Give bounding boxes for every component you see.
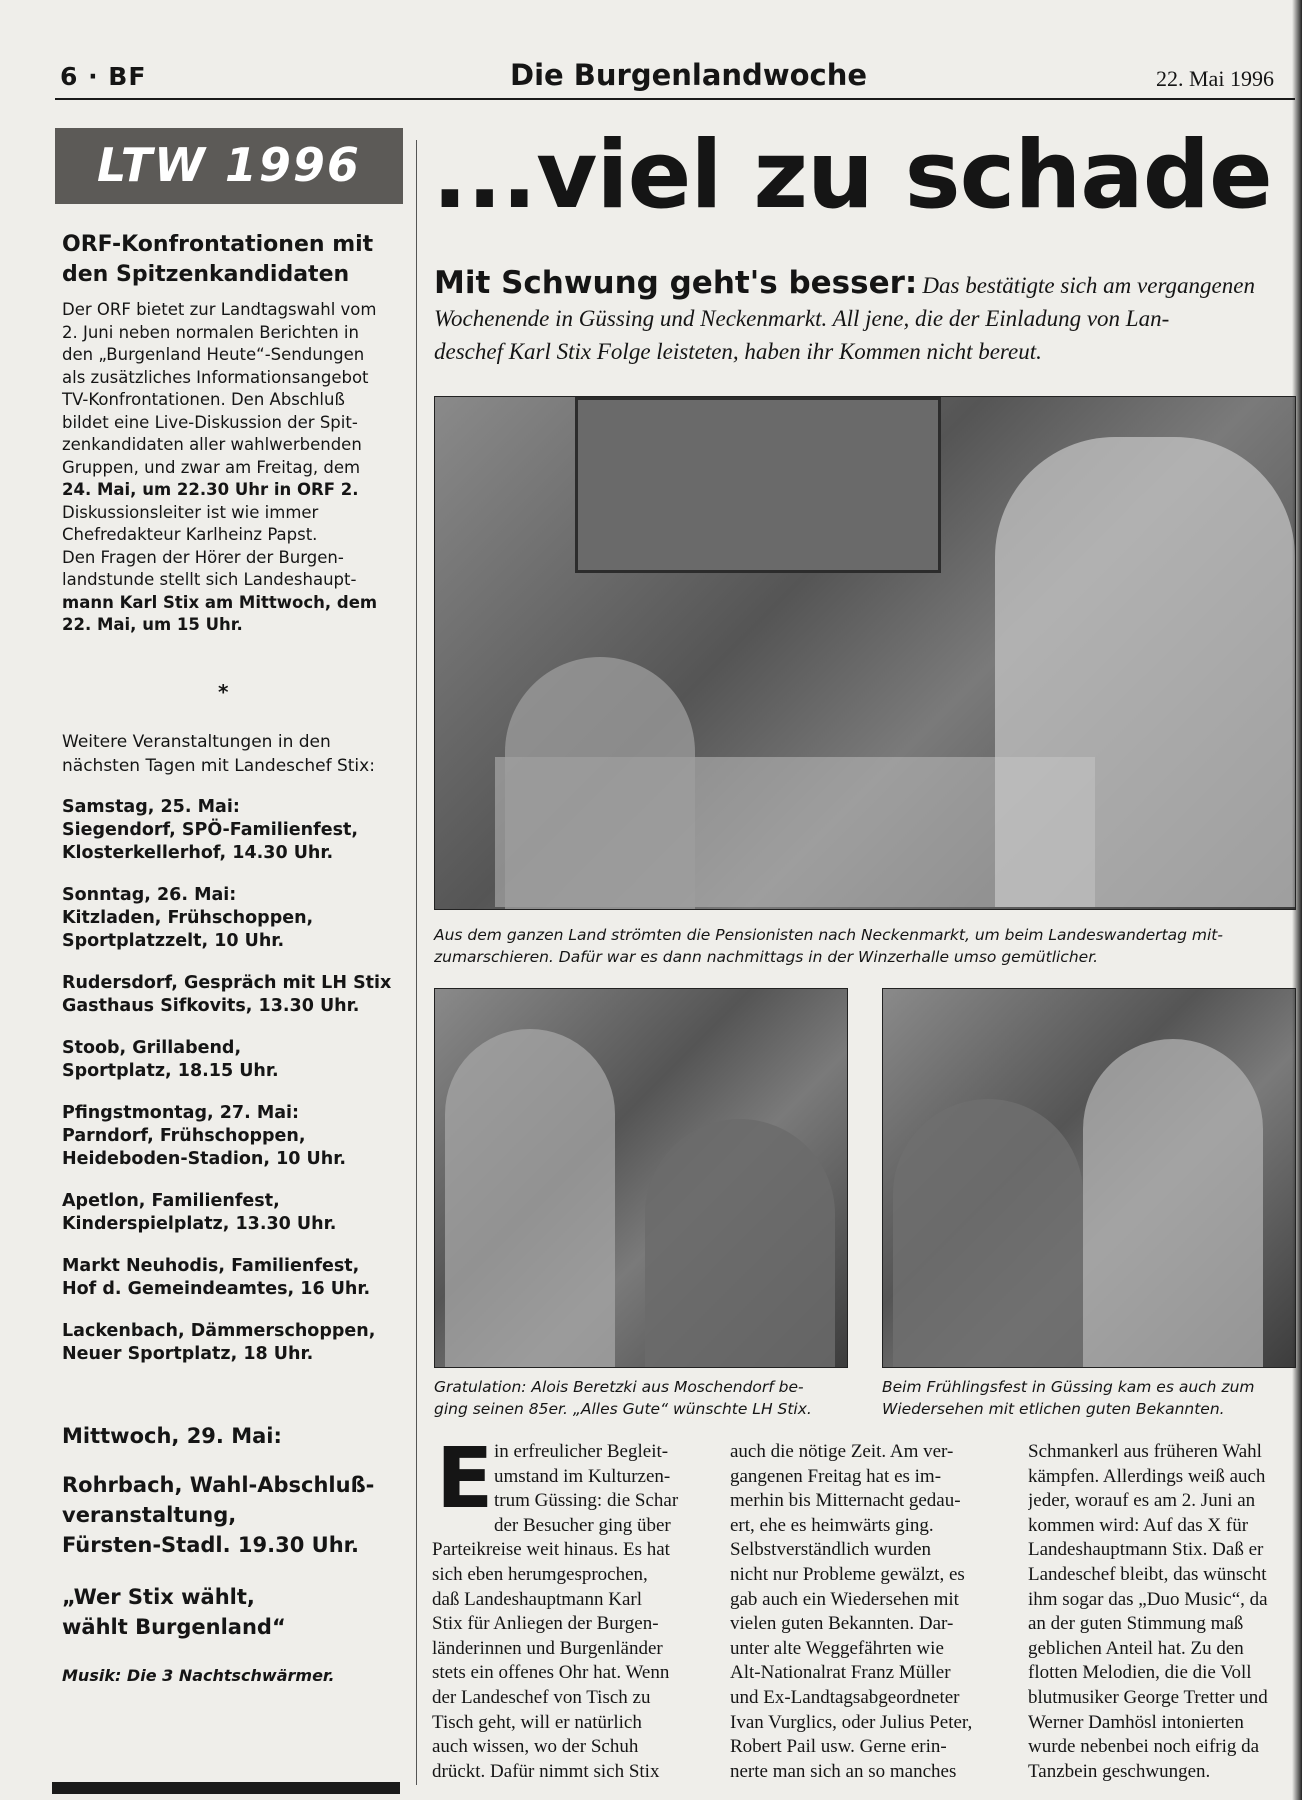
event-item: Sonntag, 26. Mai: Kitzladen, Frühschoppen, Sportplatzzelt, 10 Uhr. bbox=[62, 885, 314, 951]
event-item: Rudersdorf, Gespräch mit LH Stix Gasthaus Sifkovits, 13.30 Uhr. bbox=[62, 973, 392, 1016]
photo-woman bbox=[505, 657, 695, 909]
intro-line: Den Fragen der Hörer der Burgen- bbox=[62, 547, 344, 567]
ltw-banner bbox=[55, 128, 403, 204]
sidebar-title: ORF-Konfrontationen mit den Spitzenkandidaten bbox=[62, 232, 374, 287]
intro-line: TV-Konfrontationen. Den Abschluß bbox=[62, 390, 345, 409]
main-photo bbox=[434, 396, 1296, 910]
intro-line: mann Karl Stix am Mittwoch, dem bbox=[62, 592, 378, 612]
sidebar-divider bbox=[416, 140, 417, 1785]
sidebar-intro bbox=[62, 299, 402, 637]
photo-figure-right bbox=[645, 1119, 835, 1367]
intro-line: landstunde stellt sich Landeshaupt- bbox=[62, 570, 357, 589]
photo-figure-left bbox=[893, 1099, 1083, 1367]
lead-bold: Mit Schwung geht's besser: bbox=[434, 265, 918, 301]
sidebar-star: * bbox=[218, 680, 229, 704]
caption-left: Gratulation: Alois Beretzki aus Moschendorf be- ging seinen 85er. „Alles Gute“ wünschte LH Stix. bbox=[434, 1378, 812, 1418]
photo-figure-left bbox=[445, 1029, 615, 1367]
newspaper-title: Die Burgenlandwoche bbox=[510, 58, 868, 92]
header-rule bbox=[55, 98, 1295, 100]
article-column-2: auch die nötige Zeit. Am ver- gangenen Freitag hat es im- merhin bis Mitternacht gedau- ert, ehe es heimwärts ging. Selbstverständlich wurden nicht nur Probleme gewälzt, es gab auch ein Wiedersehen mit vielen guten Bekannten. Dar- unter alte Weggefährten wie Alt-Nationalrat Franz Müller und Ex-Landtagsabgeordneter Ivan Vurglics, oder Julius Peter, Robert Pail usw. Gerne erin- nerte man sich an so manches bbox=[730, 1441, 973, 1782]
article-column-1: in erfreulicher Begleit- umstand im Kulturzen- trum Güssing: die Schar der Besucher ging über Parteikreise weit hinaus. Es hat sich eben herumgesprochen, daß Landeshauptmann Karl Stix für Anliegen der Burgen- länderinnen und Burgenländer stets ein offenes Ohr hat. Wenn der Landeschef von Tisch zu Tisch geht, will er natürlich auch wissen, wo der Schuh drückt. Dafür nimmt sich Stix bbox=[432, 1441, 679, 1782]
lead-line: deschef Karl Stix Folge leisteten, haben ihr Kommen nicht bereut. bbox=[434, 339, 1042, 364]
wednesday-event: Rohrbach, Wahl-Abschluß- veranstaltung, Fürsten-Stadl. 19.30 Uhr. bbox=[62, 1473, 375, 1557]
music-credit: Musik: Die 3 Nachtschwärmer. bbox=[62, 1666, 335, 1685]
intro-line: Chefredakteur Karlheinz Papst. bbox=[62, 525, 318, 544]
intro-line: 2. Juni neben normalen Berichten in bbox=[62, 322, 359, 342]
slogan: „Wer Stix wählt, wählt Burgenland“ bbox=[62, 1585, 286, 1639]
event-item: Markt Neuhodis, Familienfest, Hof d. Gemeindeamtes, 16 Uhr. bbox=[62, 1256, 371, 1299]
intro-line: als zusätzliches Informationsangebot bbox=[62, 367, 369, 387]
event-item: Pfingstmontag, 27. Mai: Parndorf, Frühschoppen, Heideboden-Stadion, 10 Uhr. bbox=[62, 1103, 346, 1169]
lead-paragraph bbox=[434, 265, 1294, 369]
photo-figure-right bbox=[1083, 1039, 1263, 1367]
intro-line: Gruppen, und zwar am Freitag, dem bbox=[62, 457, 361, 477]
sidebar-bottom-bar bbox=[52, 1782, 400, 1794]
headline: ...viel zu schade bbox=[432, 121, 1272, 230]
intro-line: Diskussionsleiter ist wie immer bbox=[62, 502, 319, 522]
lead-line: Wochenende in Güssing und Neckenmarkt. All jene, die der Einladung von Lan- bbox=[434, 306, 1170, 331]
page-edge-shadow bbox=[1292, 0, 1302, 1800]
event-item: Samstag, 25. Mai: Siegendorf, SPÖ-Familienfest, Klosterkellerhof, 14.30 Uhr. bbox=[62, 797, 359, 863]
photo-gratulation bbox=[434, 988, 848, 1368]
intro-line: zenkandidaten aller wahlwerbenden bbox=[62, 435, 362, 454]
issue-date: 22. Mai 1996 bbox=[1156, 66, 1274, 91]
caption-right: Beim Frühlingsfest in Güssing kam es auch zum Wiedersehen mit etlichen guten Bekannten. bbox=[882, 1378, 1255, 1418]
photo-man bbox=[995, 437, 1295, 907]
wednesday-head: Mittwoch, 29. Mai: bbox=[62, 1424, 282, 1448]
lead-line: Das bestätigte sich am vergangenen bbox=[922, 273, 1255, 298]
event-item: Stoob, Grillabend, Sportplatz, 18.15 Uhr. bbox=[62, 1038, 279, 1081]
intro-line: Der ORF bietet zur Landtagswahl vom bbox=[62, 300, 377, 319]
caption-main: Aus dem ganzen Land strömten die Pensionisten nach Neckenmarkt, um beim Landeswandertag mit- zumarschieren. Dafür war es dann nachmittags in der Winzerhalle umso gemütlicher. bbox=[434, 926, 1223, 966]
intro-line: bildet eine Live-Diskussion der Spit- bbox=[62, 412, 358, 432]
intro-line: den „Burgenland Heute“-Sendungen bbox=[62, 345, 365, 364]
ltw-banner-text: LTW 1996 bbox=[97, 138, 361, 192]
article-column-3: Schmankerl aus früheren Wahl kämpfen. Allerdings weiß auch jeder, worauf es am 2. Juni an kommen wird: Auf das X für Landeshauptmann Stix. Daß er Landeschef bleibt, das wünscht ihm sogar das „Duo Music“, da an der guten Stimmung maß geblichen Anteil hat. Zu den flotten Melodien, die die Voll blutmusiker George Tretter und Werner Damhösl intonierten wurde nebenbei noch eifrig da Tanzbein geschwungen. bbox=[1028, 1441, 1268, 1782]
event-item: Apetlon, Familienfest, Kinderspielplatz, 13.30 Uhr. bbox=[62, 1191, 337, 1234]
photo-booth bbox=[575, 397, 941, 573]
photo-fruehlingsfest bbox=[882, 988, 1296, 1368]
page-number: 6 · BF bbox=[60, 62, 147, 91]
intro-line: 22. Mai, um 15 Uhr. bbox=[62, 615, 243, 634]
event-item: Lackenbach, Dämmerschoppen, Neuer Sportplatz, 18 Uhr. bbox=[62, 1321, 376, 1364]
drop-cap: E bbox=[436, 1429, 494, 1527]
events-list bbox=[62, 796, 402, 1385]
events-subhead: Weitere Veranstaltungen in den nächsten Tagen mit Landeschef Stix: bbox=[62, 732, 375, 776]
intro-line: 24. Mai, um 22.30 Uhr in ORF 2. bbox=[62, 480, 359, 499]
